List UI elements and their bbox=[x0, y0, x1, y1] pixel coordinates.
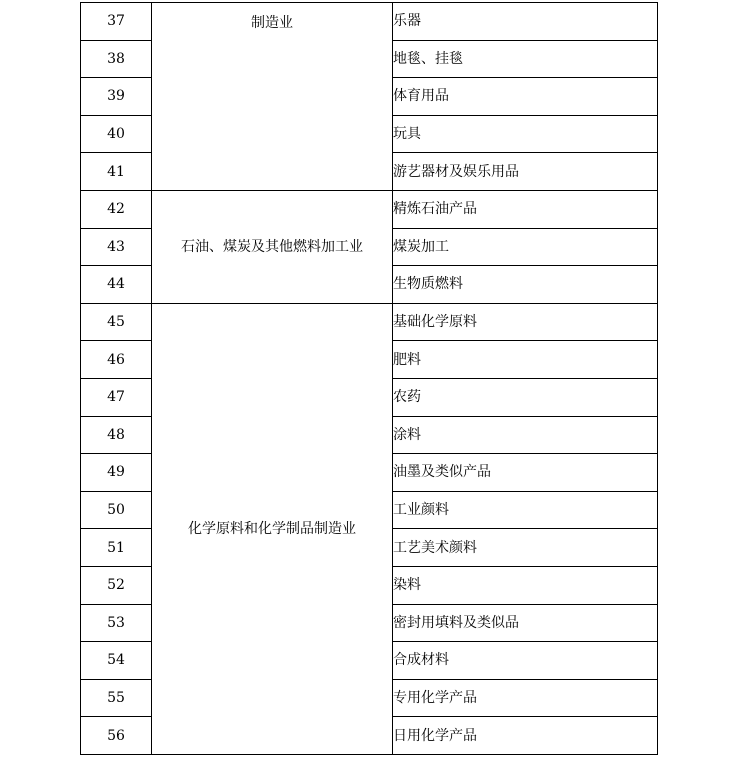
product-category: 日用化学产品 bbox=[393, 717, 658, 755]
row-number: 53 bbox=[81, 604, 152, 642]
product-category: 乐器 bbox=[393, 3, 658, 41]
industry-category: 化学原料和化学制品制造业 bbox=[152, 303, 393, 754]
row-number: 43 bbox=[81, 228, 152, 266]
product-category: 合成材料 bbox=[393, 642, 658, 680]
row-number: 40 bbox=[81, 115, 152, 153]
row-number: 56 bbox=[81, 717, 152, 755]
table-row bbox=[81, 190, 658, 228]
row-number: 42 bbox=[81, 190, 152, 228]
table-row bbox=[81, 303, 658, 341]
table-body bbox=[81, 3, 658, 755]
product-category: 工业颜料 bbox=[393, 491, 658, 529]
product-category: 精炼石油产品 bbox=[393, 190, 658, 228]
product-category: 肥料 bbox=[393, 341, 658, 379]
product-category: 农药 bbox=[393, 378, 658, 416]
product-category: 基础化学原料 bbox=[393, 303, 658, 341]
industry-category: 石油、煤炭及其他燃料加工业 bbox=[152, 190, 393, 303]
product-category: 体育用品 bbox=[393, 78, 658, 116]
row-number: 54 bbox=[81, 642, 152, 680]
row-number: 45 bbox=[81, 303, 152, 341]
product-category: 煤炭加工 bbox=[393, 228, 658, 266]
row-number: 50 bbox=[81, 491, 152, 529]
product-category: 油墨及类似产品 bbox=[393, 454, 658, 492]
product-category: 专用化学产品 bbox=[393, 679, 658, 717]
row-number: 38 bbox=[81, 40, 152, 78]
row-number: 55 bbox=[81, 679, 152, 717]
product-category: 工艺美术颜料 bbox=[393, 529, 658, 567]
row-number: 49 bbox=[81, 454, 152, 492]
row-number: 48 bbox=[81, 416, 152, 454]
classification-table bbox=[80, 2, 658, 755]
product-category: 游艺器材及娱乐用品 bbox=[393, 153, 658, 191]
product-category: 生物质燃料 bbox=[393, 266, 658, 304]
row-number: 39 bbox=[81, 78, 152, 116]
row-number: 52 bbox=[81, 566, 152, 604]
row-number: 47 bbox=[81, 378, 152, 416]
row-number: 51 bbox=[81, 529, 152, 567]
product-category: 密封用填料及类似品 bbox=[393, 604, 658, 642]
product-category: 涂料 bbox=[393, 416, 658, 454]
product-category: 地毯、挂毯 bbox=[393, 40, 658, 78]
row-number: 44 bbox=[81, 266, 152, 304]
table-row bbox=[81, 3, 658, 41]
product-category: 染料 bbox=[393, 566, 658, 604]
row-number: 41 bbox=[81, 153, 152, 191]
industry-category: 制造业 bbox=[152, 3, 393, 191]
product-category: 玩具 bbox=[393, 115, 658, 153]
row-number: 37 bbox=[81, 3, 152, 41]
row-number: 46 bbox=[81, 341, 152, 379]
